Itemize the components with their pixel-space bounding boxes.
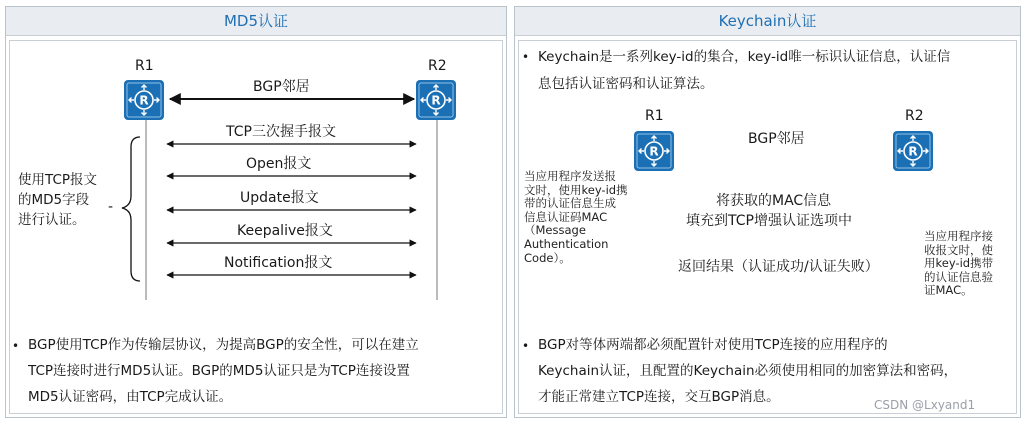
message-label-1: TCP三次握手报文	[226, 124, 336, 140]
csdn-watermark: CSDN @Lxyand1	[874, 398, 976, 412]
r1-label: R1	[135, 58, 154, 74]
keychain-top-text: Keychain是一系列key-id的集合，key-id唯一标识认证信息，认证信 息包括认证密码和认证算法。	[538, 49, 951, 92]
kc-sender-note: 当应用程序发送报 文时，使用key-id携 带的认证信息生成 信息认证码MAC （Message Authentication Code）。	[524, 169, 628, 265]
kc-mac-label-line1: 将获取的MAC信息	[716, 193, 832, 209]
md5-bullet-text: BGP使用TCP作为传输层协议，为提高BGP的安全性，可以在建立 TCP连接时进行MD5认证。BGP的MD5认证只是为TCP连接设置 MD5认证密码，由TCP完成认证。	[28, 337, 419, 405]
bullet-icon: •	[522, 339, 530, 353]
kc-mac-label-line2: 填充到TCP增强认证选项中	[686, 213, 852, 229]
md5-side-note: 使用TCP报文 的MD5字段 进行认证。	[18, 172, 98, 228]
r1-router-icon	[123, 79, 165, 121]
message-label-3: Update报文	[240, 190, 319, 206]
kc-r2-label: R2	[905, 108, 924, 124]
r2-router-icon	[415, 79, 457, 121]
bullet-icon: •	[522, 50, 530, 64]
bullet-icon: •	[12, 339, 20, 353]
keychain-panel-title: Keychain认证	[515, 7, 1020, 36]
keychain-bullet-text: BGP对等体两端都必须配置针对使用TCP连接的应用程序的 Keychain认证，且配置的Keychain必须使用相同的加密算法和密码， 才能正常建立TCP连接，交互BGP消息。	[538, 337, 958, 405]
r2-label: R2	[428, 58, 447, 74]
md5-panel-title: MD5认证	[6, 7, 506, 36]
kc-result-label: 返回结果（认证成功/认证失败）	[678, 259, 879, 275]
kc-r2-router-icon	[892, 130, 934, 172]
bgp-neighbor-label: BGP邻居	[253, 79, 310, 95]
kc-bgp-neighbor-label: BGP邻居	[748, 131, 805, 147]
kc-r1-label: R1	[645, 108, 664, 124]
kc-r1-router-icon	[633, 130, 675, 172]
md5-brace	[122, 137, 140, 281]
kc-receiver-note: 当应用程序接 收报文时，使 用key-id携带 的认证信息验 证MAC。	[924, 229, 994, 298]
message-label-4: Keepalive报文	[237, 223, 333, 239]
message-label-2: Open报文	[246, 156, 312, 172]
side-note-dash: -	[108, 199, 114, 215]
message-label-5: Notification报文	[224, 255, 333, 271]
